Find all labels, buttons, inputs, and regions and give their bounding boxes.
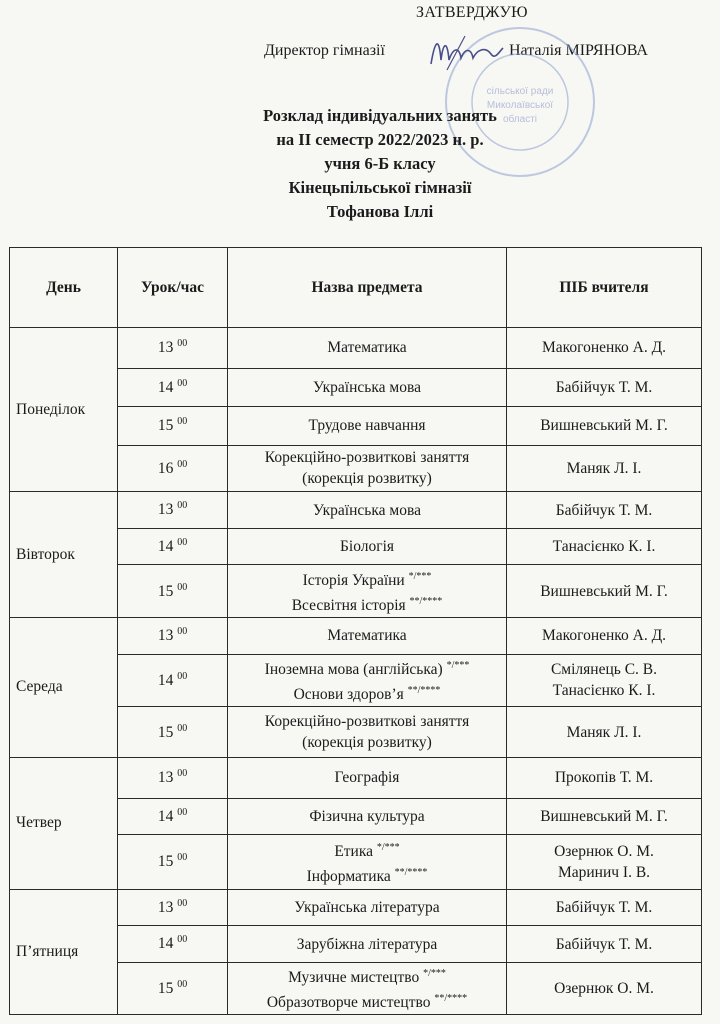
subject-cell (228, 618, 507, 655)
lesson-hour: 14 (157, 538, 174, 556)
subject-name: (корекція розвитку) (302, 470, 432, 488)
subject-name: Зарубіжна література (296, 935, 438, 953)
director-role: Директор гімназії (264, 42, 385, 59)
subject-mark: */*** (376, 841, 400, 853)
subject-cell (228, 889, 507, 926)
subject-line (232, 415, 502, 436)
subject-name: Іноземна мова (англійська) (264, 661, 443, 679)
day-cell: Понеділок (10, 328, 118, 492)
lesson-minutes: 00 (177, 806, 188, 818)
teacher-cell (507, 528, 702, 565)
director-signature (425, 30, 505, 76)
lesson-hour: 15 (157, 979, 174, 997)
teacher-name: Маринич І. В. (557, 863, 651, 881)
title-line: Розклад індивідуальних занять (263, 106, 497, 125)
lesson-minutes: 00 (177, 897, 188, 909)
day-cell: П’ятниця (10, 889, 118, 1014)
lesson-time (118, 618, 228, 655)
lesson-time (118, 528, 228, 565)
teacher-cell (507, 492, 702, 529)
subject-line (232, 536, 502, 557)
lesson-time (118, 926, 228, 963)
lesson-time (118, 798, 228, 835)
director-name: Наталія МІРЯНОВА (509, 42, 648, 59)
table-row (10, 889, 702, 926)
subject-mark: */*** (446, 660, 470, 672)
lesson-minutes: 00 (177, 670, 188, 682)
teacher-name: Макогоненко А. Д. (541, 339, 667, 357)
schedule-body (10, 328, 702, 1015)
teacher-name: Озернюк О. М. (554, 979, 654, 997)
subject-mark: **/**** (434, 993, 468, 1005)
teacher-name: Вишневський М. Г. (540, 417, 668, 435)
subject-mark: **/**** (394, 866, 428, 878)
column-header: Назва предмета (228, 248, 507, 328)
subject-name: Корекційно-розвиткові заняття (264, 713, 470, 731)
subject-cell (228, 368, 507, 407)
subject-line (232, 625, 502, 646)
lesson-minutes: 00 (177, 626, 188, 638)
svg-text:області: області (502, 114, 538, 125)
lesson-minutes: 00 (177, 458, 188, 470)
lesson-hour: 15 (157, 853, 174, 871)
lesson-hour: 13 (157, 627, 174, 645)
teacher-cell (507, 707, 702, 758)
subject-mark: */*** (408, 570, 432, 582)
lesson-hour: 14 (157, 378, 174, 396)
subject-name: Математика (327, 627, 407, 645)
teacher-name: Смілянець С. В. (550, 661, 658, 679)
teacher-cell (507, 618, 702, 655)
column-header: День (10, 248, 118, 328)
subject-name: Історія України (302, 572, 405, 590)
lesson-hour: 14 (157, 935, 174, 953)
subject-cell (228, 757, 507, 798)
teacher-cell (507, 565, 702, 618)
table-row (10, 757, 702, 798)
teacher-cell (507, 368, 702, 407)
lesson-hour: 14 (157, 671, 174, 689)
teacher-cell (507, 757, 702, 798)
teacher-cell (507, 407, 702, 446)
teacher-name: Танасієнко К. І. (552, 682, 656, 700)
teacher-name: Бабійчук Т. М. (555, 501, 653, 519)
teacher-name: Прокопів Т. М. (554, 769, 654, 787)
subject-line (232, 468, 502, 489)
lesson-time (118, 328, 228, 369)
subject-cell (228, 926, 507, 963)
subject-cell (228, 528, 507, 565)
lesson-time (118, 565, 228, 618)
subject-name: Українська мова (313, 501, 421, 519)
teacher-cell (507, 962, 702, 1014)
lesson-minutes: 00 (177, 934, 188, 946)
document-title (0, 104, 720, 224)
subject-cell (228, 328, 507, 369)
subject-name: Етика (334, 842, 374, 860)
lesson-time (118, 407, 228, 446)
teacher-name: Бабійчук Т. М. (555, 899, 653, 917)
lesson-minutes: 00 (177, 768, 188, 780)
lesson-hour: 15 (157, 417, 174, 435)
lesson-time (118, 654, 228, 707)
lesson-minutes: 00 (177, 416, 188, 428)
lesson-hour: 16 (157, 460, 174, 478)
subject-line (232, 655, 502, 680)
subject-cell (228, 798, 507, 835)
lesson-hour: 15 (157, 723, 174, 741)
subject-cell (228, 445, 507, 492)
subject-name: Українська література (294, 899, 440, 917)
day-cell: Середа (10, 618, 118, 758)
subject-cell (228, 492, 507, 529)
lesson-minutes: 00 (177, 500, 188, 512)
lesson-time (118, 445, 228, 492)
subject-cell (228, 565, 507, 618)
teacher-cell (507, 798, 702, 835)
subject-mark: **/**** (409, 596, 443, 608)
day-cell: Четвер (10, 757, 118, 889)
teacher-cell (507, 889, 702, 926)
subject-line (232, 934, 502, 955)
teacher-name: Маняк Л. І. (566, 723, 642, 741)
subject-name: Музичне мистецтво (288, 969, 420, 987)
subject-name: Фізична культура (309, 807, 425, 825)
subject-line (232, 447, 502, 468)
lesson-hour: 13 (157, 501, 174, 519)
subject-line (232, 862, 502, 887)
teacher-cell (507, 926, 702, 963)
lesson-minutes: 00 (177, 338, 188, 350)
lesson-minutes: 00 (177, 377, 188, 389)
subject-name: (корекція розвитку) (302, 734, 432, 752)
svg-text:Миколаївської: Миколаївської (486, 100, 554, 111)
subject-cell (228, 654, 507, 707)
column-header: Урок/час (118, 248, 228, 328)
subject-line (232, 837, 502, 862)
title-line: на ІІ семестр 2022/2023 н. р. (276, 130, 484, 149)
subject-line (232, 711, 502, 732)
subject-name: Основи здоров’я (293, 686, 404, 704)
teacher-cell (507, 654, 702, 707)
table-row (10, 492, 702, 529)
lesson-hour: 13 (157, 769, 174, 787)
svg-text:сільської ради: сільської ради (486, 86, 554, 97)
lesson-time (118, 889, 228, 926)
teacher-name: Бабійчук Т. М. (555, 378, 653, 396)
teacher-name: Вишневський М. Г. (540, 807, 668, 825)
lesson-hour: 14 (157, 807, 174, 825)
teacher-cell (507, 835, 702, 890)
subject-name: Трудове навчання (308, 417, 426, 435)
lesson-hour: 15 (157, 582, 174, 600)
teacher-name: Маняк Л. І. (566, 459, 642, 477)
subject-name: Образотворче мистецтво (266, 994, 431, 1012)
subject-mark: **/**** (407, 685, 441, 697)
lesson-time (118, 368, 228, 407)
lesson-hour: 13 (157, 339, 174, 357)
approval-heading: ЗАТВЕРДЖУЮ (416, 4, 528, 21)
subject-name: Математика (327, 339, 407, 357)
subject-line (232, 566, 502, 591)
table-row (10, 328, 702, 369)
teacher-cell (507, 328, 702, 369)
lesson-time (118, 962, 228, 1014)
lesson-minutes: 00 (177, 722, 188, 734)
subject-name: Біологія (339, 538, 395, 556)
schedule-table (9, 247, 702, 1015)
subject-line (232, 680, 502, 705)
title-line: учня 6-Б класу (324, 154, 436, 173)
subject-line (232, 337, 502, 358)
subject-cell (228, 962, 507, 1014)
teacher-name: Вишневський М. Г. (540, 582, 668, 600)
subject-line (232, 767, 502, 788)
subject-line (232, 897, 502, 918)
title-line: Кінецьпільської гімназії (288, 178, 472, 197)
subject-name: Географія (334, 769, 400, 787)
column-header: ПІБ вчителя (507, 248, 702, 328)
subject-line (232, 732, 502, 753)
subject-cell (228, 835, 507, 890)
table-header-row (10, 248, 702, 328)
subject-line (232, 591, 502, 616)
lesson-minutes: 00 (177, 978, 188, 990)
subject-line (232, 988, 502, 1013)
subject-name: Корекційно-розвиткові заняття (264, 449, 470, 467)
teacher-cell (507, 445, 702, 492)
lesson-time (118, 707, 228, 758)
title-line: Тофанова Іллі (326, 202, 434, 221)
lesson-hour: 13 (157, 899, 174, 917)
subject-cell (228, 407, 507, 446)
subject-line (232, 806, 502, 827)
lesson-minutes: 00 (177, 581, 188, 593)
lesson-time (118, 492, 228, 529)
subject-line (232, 963, 502, 988)
subject-line (232, 377, 502, 398)
subject-cell (228, 707, 507, 758)
table-row (10, 618, 702, 655)
teacher-name: Озернюк О. М. (554, 842, 654, 860)
subject-line (232, 500, 502, 521)
teacher-name: Макогоненко А. Д. (541, 627, 667, 645)
subject-name: Українська мова (313, 378, 421, 396)
lesson-time (118, 835, 228, 890)
teacher-name: Танасієнко К. І. (552, 538, 656, 556)
lesson-minutes: 00 (177, 536, 188, 548)
lesson-minutes: 00 (177, 852, 188, 864)
subject-name: Інформатика (306, 868, 391, 886)
day-cell: Вівторок (10, 492, 118, 618)
lesson-time (118, 757, 228, 798)
subject-name: Всесвітня історія (291, 597, 406, 615)
subject-mark: */*** (423, 968, 446, 980)
teacher-name: Бабійчук Т. М. (555, 935, 653, 953)
